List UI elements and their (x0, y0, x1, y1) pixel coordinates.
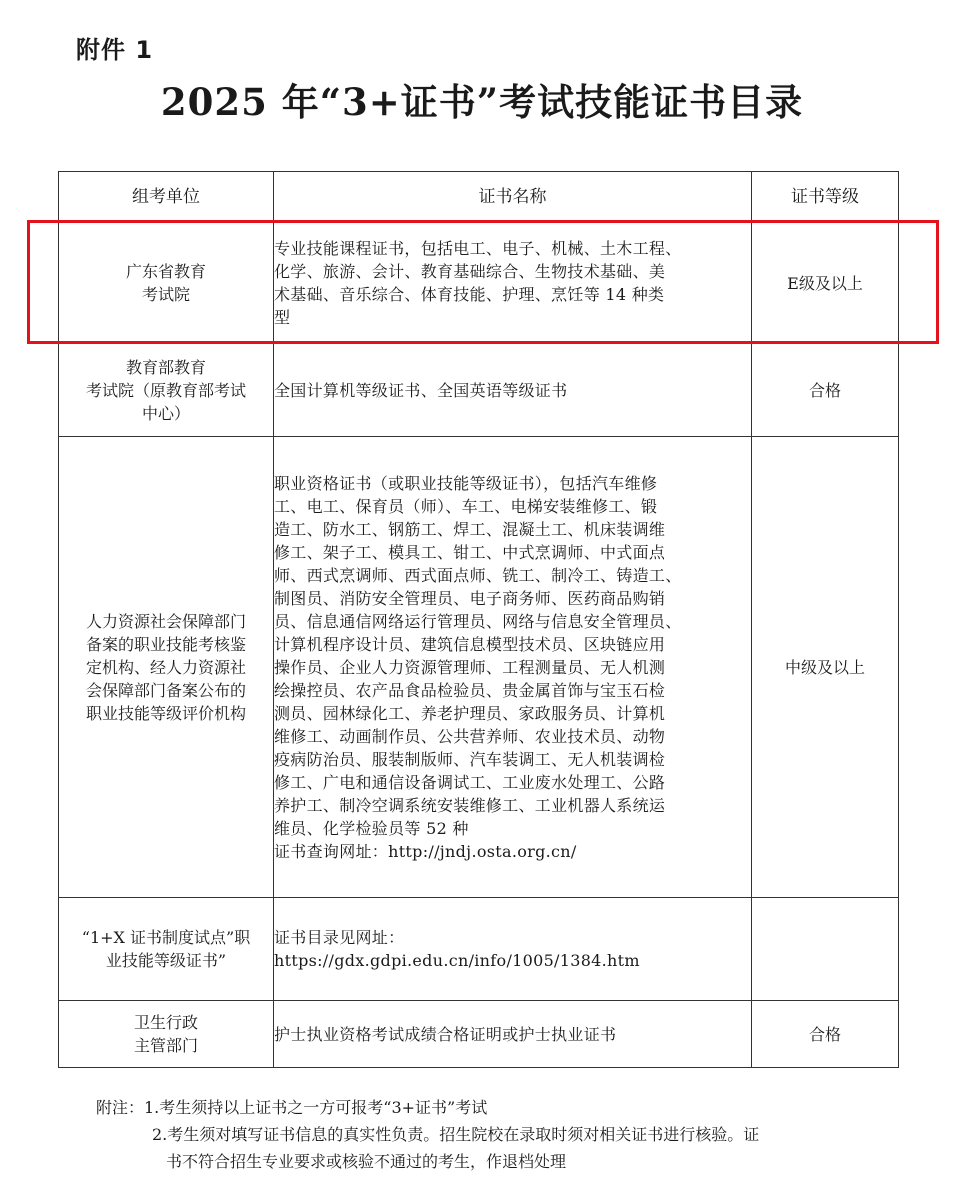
name-line: 疫病防治员、服装制版师、汽车装调工、无人机装调检 (274, 749, 666, 769)
cell-certificate-name (274, 344, 752, 437)
name-line: 制图员、消防安全管理员、电子商务师、医药商品购销 (274, 588, 666, 608)
unit-line: 考试院 (141, 285, 190, 304)
name-line: 化学、旅游、会计、教育基础综合、生物技术基础、美 (274, 262, 666, 281)
name-line: 计算机程序设计员、建筑信息模型技术员、区块链应用 (274, 634, 666, 654)
name-line: 修工、广电和通信设备调试工、工业废水处理工、公路 (274, 772, 666, 792)
cell-unit (59, 344, 274, 437)
name-line: 修工、架子工、模具工、钳工、中式烹调师、中式面点 (274, 542, 666, 562)
cell-unit (59, 1001, 274, 1068)
name-line: 操作员、企业人力资源管理师、工程测量员、无人机测 (274, 657, 666, 677)
name-line: 证书目录见网址： (274, 928, 405, 947)
cell-level (752, 898, 899, 1001)
name-line: 养护工、制冷空调系统安装维修工、工业机器人系统运 (274, 795, 666, 815)
cell-certificate-name (274, 1001, 752, 1068)
name-line: 维修工、动画制作员、公共营养师、农业技术员、动物 (274, 726, 666, 746)
unit-line: 教育部教育 (125, 357, 206, 377)
unit-line: 业技能等级证书” (105, 951, 227, 970)
header-level: 证书等级 (752, 172, 899, 223)
name-line: 术基础、音乐综合、体育技能、护理、烹饪等 14 种类 (274, 285, 665, 304)
cell-unit (59, 437, 274, 898)
unit-line: 定机构、经人力资源社 (85, 657, 246, 677)
name-line: https://gdx.gdpi.edu.cn/info/1005/1384.htm (274, 951, 640, 970)
name-line: 专业技能课程证书，包括电工、电子、机械、土木工程、 (274, 239, 682, 258)
header-name: 证书名称 (274, 172, 752, 223)
table-row (59, 437, 899, 898)
cell-level: 合格 (752, 1001, 899, 1068)
table-row (59, 898, 899, 1001)
name-line: 型 (274, 308, 291, 327)
unit-line: “1+X 证书制度试点”职 (81, 928, 251, 947)
unit-line: 会保障部门备案公布的 (85, 680, 246, 700)
unit-line: 备案的职业技能考核鉴 (85, 634, 246, 654)
table-row (59, 344, 899, 437)
name-line: 造工、防水工、钢筋工、焊工、混凝土工、机床装调维 (274, 519, 666, 539)
table-row (59, 1001, 899, 1068)
cell-certificate-name (274, 898, 752, 1001)
document-title: 2025 年“3+证书”考试技能证书目录 (160, 80, 804, 124)
cell-certificate-name (274, 437, 752, 898)
cell-level: 合格 (752, 344, 899, 437)
name-line: 护士执业资格考试成绩合格证明或护士执业证书 (274, 1024, 617, 1044)
certificate-catalog-table (58, 171, 899, 1068)
cell-unit (59, 898, 274, 1001)
note-line-3: 书不符合招生专业要求或核验不通过的考生，作退档处理 (166, 1152, 567, 1171)
table-row (59, 223, 899, 344)
table-header-row (59, 172, 899, 223)
name-line: 绘操控员、农产品食品检验员、贵金属首饰与宝玉石检 (274, 680, 666, 700)
name-line: 测员、园林绿化工、养老护理员、家政服务员、计算机 (274, 703, 666, 723)
name-line: 员、信息通信网络运行管理员、网络与信息安全管理员、 (274, 611, 682, 631)
name-line: 工、电工、保育员（师）、车工、电梯安装维修工、锻 (274, 496, 658, 516)
name-line: 职业资格证书（或职业技能等级证书），包括汽车维修 (274, 473, 658, 493)
cell-level: 中级及以上 (752, 437, 899, 898)
unit-line: 广东省教育 (125, 262, 206, 281)
unit-line: 中心） (141, 403, 190, 423)
header-unit: 组考单位 (59, 172, 274, 223)
unit-line: 职业技能等级评价机构 (85, 703, 246, 723)
notes (96, 1094, 896, 1175)
note-line-1: 附注：1.考生须持以上证书之一方可报考“3+证书”考试 (96, 1098, 488, 1117)
cell-certificate-name (274, 223, 752, 344)
unit-line: 卫生行政 (133, 1013, 198, 1032)
cell-level: E级及以上 (752, 223, 899, 344)
unit-line: 考试院（原教育部考试 (85, 380, 246, 400)
name-line: 证书查询网址：http://jndj.osta.org.cn/ (274, 841, 577, 861)
unit-line: 主管部门 (133, 1036, 198, 1055)
name-line: 维员、化学检验员等 52 种 (274, 818, 469, 838)
unit-line: 人力资源社会保障部门 (85, 611, 246, 631)
cell-unit (59, 223, 274, 344)
name-line: 全国计算机等级证书、全国英语等级证书 (274, 380, 568, 400)
attachment-label: 附件 1 (76, 36, 154, 64)
note-line-2: 2.考生须对填写证书信息的真实性负责。招生院校在录取时须对相关证书进行核验。证 (152, 1125, 760, 1144)
name-line: 师、西式烹调师、西式面点师、铣工、制冷工、铸造工、 (274, 565, 682, 585)
